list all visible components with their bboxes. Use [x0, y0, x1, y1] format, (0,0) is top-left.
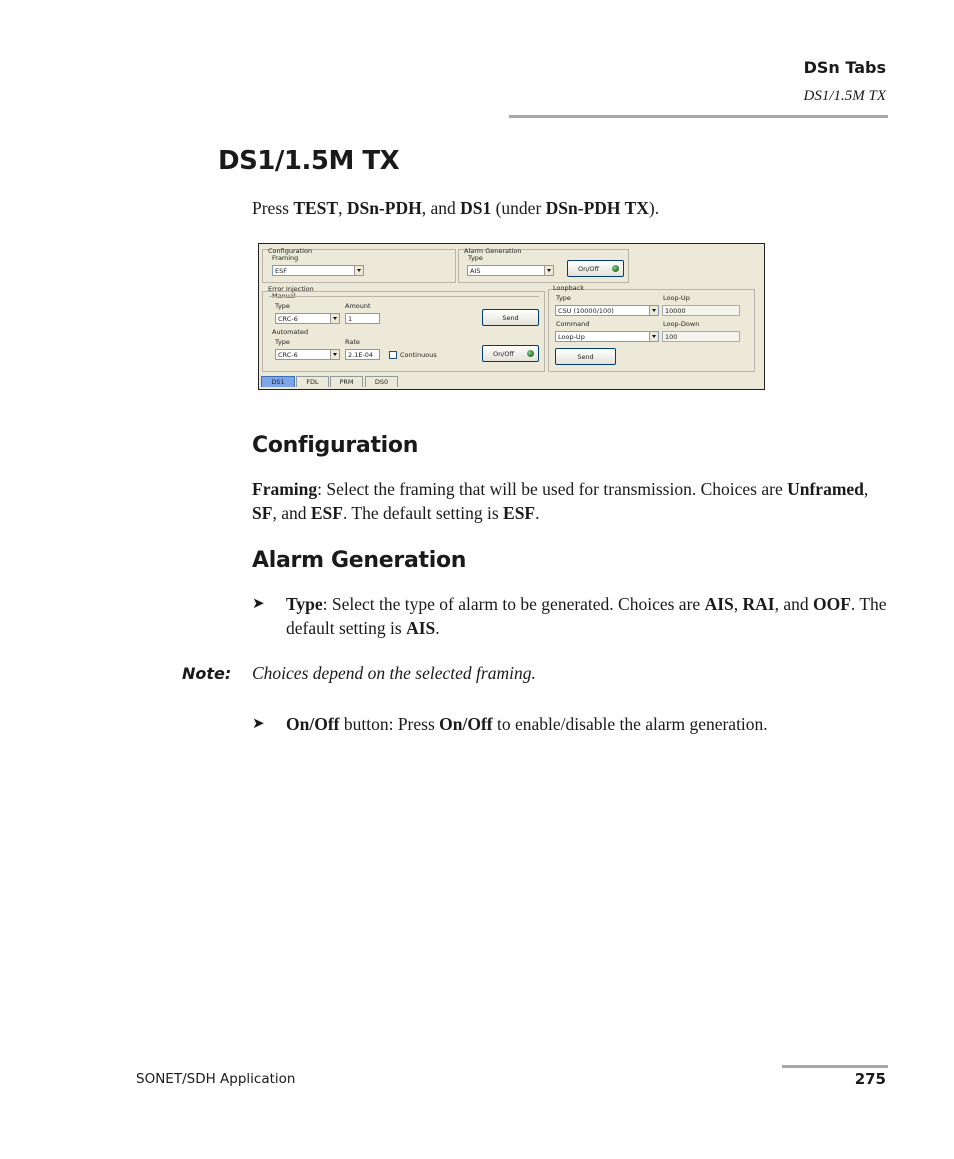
intro-paragraph: Press TEST, DSn-PDH, and DS1 (under DSn-PDH TX).	[252, 198, 660, 218]
loop-down-label: Loop-Down	[663, 320, 700, 328]
ds1-tx-screenshot	[258, 243, 765, 390]
framing-label: Framing	[272, 254, 299, 262]
configuration-group-label: Configuration	[268, 247, 313, 255]
alarm-type-select[interactable]: AIS	[467, 265, 554, 276]
list-item: ➤ Type: Select the type of alarm to be generated. Choices are AIS, RAI, and OOF. The default setting is AIS.	[252, 594, 887, 638]
continuous-checkbox[interactable]	[389, 351, 397, 359]
loopback-type-select[interactable]: CSU (10000/100)	[555, 305, 659, 316]
alarm-onoff-button[interactable]: On/Off	[567, 260, 624, 277]
note-text: Choices depend on the selected framing.	[252, 663, 536, 683]
manual-label: Manual	[272, 292, 296, 300]
manual-divider	[269, 296, 539, 297]
list-item: ➤ On/Off button: Press On/Off to enable/disable the alarm generation.	[252, 714, 768, 734]
running-header-section: DSn Tabs	[803, 58, 886, 77]
bullet-arrow-icon: ➤	[252, 596, 265, 612]
framing-select[interactable]: ESF	[272, 265, 364, 276]
chevron-down-icon	[649, 306, 658, 315]
configuration-paragraph: Framing: Select the framing that will be used for transmission. Choices are Unframed, SF, and ESF. The default setting is ESF.	[252, 479, 869, 523]
note-label: Note:	[182, 664, 232, 683]
alarm-generation-heading: Alarm Generation	[252, 548, 467, 573]
chevron-down-icon	[330, 314, 339, 323]
tab-prm[interactable]: PRM	[330, 376, 363, 387]
chevron-down-icon	[649, 332, 658, 341]
loopback-group-label: Loopback	[553, 284, 585, 292]
amount-label: Amount	[345, 302, 371, 310]
status-led-icon	[612, 265, 619, 272]
manual-type-label: Type	[275, 302, 290, 310]
chevron-down-icon	[330, 350, 339, 359]
footer-title: SONET/SDH Application	[136, 1071, 296, 1087]
command-select[interactable]: Loop-Up	[555, 331, 659, 342]
auto-error-type-select[interactable]: CRC-6	[275, 349, 340, 360]
command-label: Command	[556, 320, 590, 328]
loop-up-label: Loop-Up	[663, 294, 690, 302]
bullet-arrow-icon: ➤	[252, 716, 265, 732]
loopback-send-button[interactable]: Send	[555, 348, 616, 365]
error-onoff-button[interactable]: On/Off	[482, 345, 539, 362]
rate-input[interactable]: 2.1E-04	[345, 349, 380, 360]
error-send-button[interactable]: Send	[482, 309, 539, 326]
loop-down-value: 100	[662, 331, 740, 342]
manual-error-type-select[interactable]: CRC-6	[275, 313, 340, 324]
amount-input[interactable]: 1	[345, 313, 380, 324]
error-injection-group-label: Error Injection	[268, 285, 314, 293]
auto-type-label: Type	[275, 338, 290, 346]
tab-ds0[interactable]: DS0	[365, 376, 398, 387]
rate-label: Rate	[345, 338, 360, 346]
page-title: DS1/1.5M TX	[218, 146, 400, 176]
alarm-generation-group-label: Alarm Generation	[464, 247, 522, 255]
footer-rule	[782, 1065, 888, 1068]
loopback-type-label: Type	[556, 294, 571, 302]
configuration-heading: Configuration	[252, 433, 419, 458]
tab-ds1[interactable]: DS1	[261, 376, 295, 387]
automated-label: Automated	[272, 328, 309, 336]
loop-up-value: 10000	[662, 305, 740, 316]
tab-fdl[interactable]: FDL	[296, 376, 329, 387]
running-header-subsection: DS1/1.5M TX	[803, 88, 886, 104]
header-rule	[509, 115, 888, 118]
continuous-label: Continuous	[400, 351, 437, 359]
chevron-down-icon	[544, 266, 553, 275]
chevron-down-icon	[354, 266, 363, 275]
status-led-icon	[527, 350, 534, 357]
alarm-type-label: Type	[468, 254, 483, 262]
page-number: 275	[854, 1070, 886, 1088]
